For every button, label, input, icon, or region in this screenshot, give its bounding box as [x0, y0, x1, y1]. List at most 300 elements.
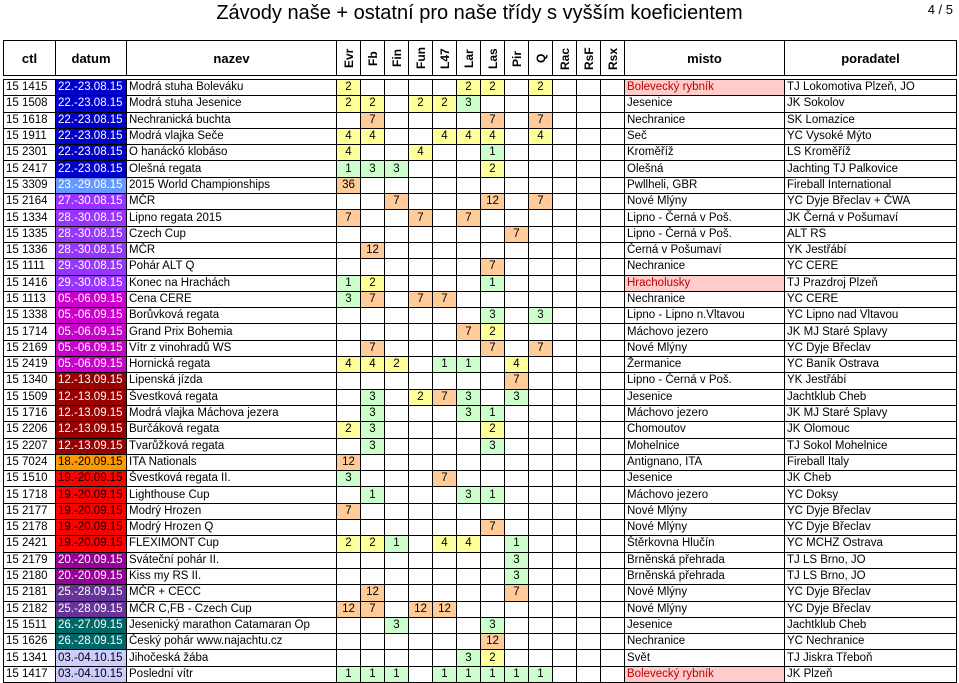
cell-misto: Nechranice — [625, 291, 785, 307]
cell-lar — [457, 226, 481, 242]
cell-poradatel: JK MJ Staré Splavy — [785, 324, 957, 340]
cell-ctl: 15 1341 — [4, 650, 56, 666]
cell-evr: 4 — [337, 357, 361, 373]
cell-ctl: 15 1618 — [4, 112, 56, 128]
cell-rsf — [577, 471, 601, 487]
cell-l47 — [433, 177, 457, 193]
cell-misto: Jesenice — [625, 389, 785, 405]
cell-rsf — [577, 405, 601, 421]
cell-evr: 2 — [337, 96, 361, 112]
cell-rac — [553, 568, 577, 584]
cell-lar — [457, 634, 481, 650]
cell-l47 — [433, 438, 457, 454]
cell-datum: 19.-20.09.15 — [56, 520, 127, 536]
cell-nazev: Jihočeská žába — [127, 650, 337, 666]
cell-pir — [505, 80, 529, 96]
col-ctl: ctl — [4, 41, 56, 76]
cell-misto: Nové Mlýny — [625, 503, 785, 519]
cell-pir: 3 — [505, 389, 529, 405]
cell-nazev: Jesenický marathon Catamaran Op — [127, 617, 337, 633]
cell-rsf — [577, 503, 601, 519]
cell-fin: 7 — [385, 194, 409, 210]
cell-fun — [409, 177, 433, 193]
cell-pir — [505, 601, 529, 617]
cell-evr — [337, 520, 361, 536]
cell-pir — [505, 471, 529, 487]
cell-l47 — [433, 373, 457, 389]
cell-pir: 7 — [505, 373, 529, 389]
cell-fin — [385, 291, 409, 307]
table-row — [4, 617, 957, 633]
cell-rac — [553, 601, 577, 617]
cell-pir — [505, 145, 529, 161]
cell-pir — [505, 503, 529, 519]
cell-fun — [409, 520, 433, 536]
page-number: 4 / 5 — [927, 2, 953, 17]
cell-fin — [385, 585, 409, 601]
cell-nazev: Grand Prix Bohemia — [127, 324, 337, 340]
cell-fun — [409, 194, 433, 210]
cell-evr — [337, 242, 361, 258]
cell-misto: Jesenice — [625, 471, 785, 487]
cell-poradatel: ALT RS — [785, 226, 957, 242]
cell-rsx — [601, 242, 625, 258]
cell-evr: 2 — [337, 536, 361, 552]
cell-rsx — [601, 177, 625, 193]
cell-rac — [553, 340, 577, 356]
cell-pir — [505, 161, 529, 177]
cell-datum: 22.-23.08.15 — [56, 128, 127, 144]
cell-datum: 28.-30.08.15 — [56, 242, 127, 258]
cell-rac — [553, 454, 577, 470]
cell-rsx — [601, 112, 625, 128]
cell-nazev: MČR C,FB - Czech Cup — [127, 601, 337, 617]
cell-rac — [553, 259, 577, 275]
cell-evr — [337, 112, 361, 128]
cell-misto: Hracholusky — [625, 275, 785, 291]
cell-fun — [409, 405, 433, 421]
cell-pir — [505, 438, 529, 454]
table-row — [4, 373, 957, 389]
table-row — [4, 487, 957, 503]
cell-rsx — [601, 438, 625, 454]
cell-lar — [457, 503, 481, 519]
cell-fb — [361, 177, 385, 193]
cell-fun — [409, 128, 433, 144]
cell-misto: Máchovo jezero — [625, 405, 785, 421]
cell-datum: 05.-06.09.15 — [56, 291, 127, 307]
cell-l47: 4 — [433, 128, 457, 144]
cell-las — [481, 291, 505, 307]
cell-las — [481, 389, 505, 405]
cell-rac — [553, 128, 577, 144]
cell-fb: 12 — [361, 585, 385, 601]
cell-nazev: Konec na Hrachách — [127, 275, 337, 291]
cell-fb: 4 — [361, 357, 385, 373]
cell-l47: 2 — [433, 96, 457, 112]
cell-q — [529, 454, 553, 470]
cell-rac — [553, 194, 577, 210]
cell-l47 — [433, 242, 457, 258]
cell-fin — [385, 422, 409, 438]
col-las: Las — [481, 41, 505, 76]
cell-ctl: 15 2206 — [4, 422, 56, 438]
cell-l47 — [433, 422, 457, 438]
cell-pir — [505, 634, 529, 650]
cell-evr: 1 — [337, 666, 361, 682]
table-row — [4, 96, 957, 112]
cell-datum: 22.-23.08.15 — [56, 145, 127, 161]
cell-fb — [361, 308, 385, 324]
cell-fun — [409, 80, 433, 96]
cell-rsf — [577, 275, 601, 291]
cell-poradatel: TJ LS Brno, JO — [785, 552, 957, 568]
cell-q — [529, 503, 553, 519]
table-row — [4, 210, 957, 226]
cell-datum: 19.-20.09.15 — [56, 487, 127, 503]
cell-las — [481, 242, 505, 258]
cell-rac — [553, 210, 577, 226]
table-row — [4, 422, 957, 438]
cell-fb: 7 — [361, 340, 385, 356]
cell-misto: Máchovo jezero — [625, 487, 785, 503]
cell-fun — [409, 617, 433, 633]
cell-lar — [457, 471, 481, 487]
cell-evr — [337, 617, 361, 633]
cell-poradatel: YC Doksy — [785, 487, 957, 503]
cell-fb — [361, 324, 385, 340]
cell-nazev: Modrá vlajka Máchova jezera — [127, 405, 337, 421]
cell-misto: Olešná — [625, 161, 785, 177]
cell-ctl: 15 2180 — [4, 568, 56, 584]
cell-pir — [505, 177, 529, 193]
cell-poradatel: JK Plzeň — [785, 666, 957, 682]
cell-las — [481, 503, 505, 519]
cell-rsf — [577, 161, 601, 177]
cell-fb: 3 — [361, 161, 385, 177]
cell-misto: Nové Mlýny — [625, 585, 785, 601]
cell-las — [481, 373, 505, 389]
cell-rsx — [601, 617, 625, 633]
cell-rsf — [577, 226, 601, 242]
cell-pir: 3 — [505, 552, 529, 568]
cell-fun — [409, 634, 433, 650]
table-row — [4, 242, 957, 258]
cell-lar: 7 — [457, 324, 481, 340]
cell-lar — [457, 291, 481, 307]
cell-evr — [337, 552, 361, 568]
cell-rsf — [577, 487, 601, 503]
cell-rac — [553, 585, 577, 601]
cell-l47 — [433, 112, 457, 128]
cell-fin — [385, 226, 409, 242]
cell-ctl: 15 1714 — [4, 324, 56, 340]
cell-ctl: 15 2417 — [4, 161, 56, 177]
cell-rac — [553, 291, 577, 307]
cell-evr: 1 — [337, 161, 361, 177]
cell-fb — [361, 194, 385, 210]
cell-pir — [505, 259, 529, 275]
cell-q: 7 — [529, 194, 553, 210]
cell-ctl: 15 1336 — [4, 242, 56, 258]
cell-poradatel: JK Olomouc — [785, 422, 957, 438]
cell-misto: Antignano, ITA — [625, 454, 785, 470]
col-misto: misto — [625, 41, 785, 76]
cell-fun: 7 — [409, 291, 433, 307]
cell-misto: Jesenice — [625, 617, 785, 633]
cell-fb: 1 — [361, 666, 385, 682]
cell-misto: Černá v Pošumaví — [625, 242, 785, 258]
cell-ctl: 15 3309 — [4, 177, 56, 193]
page-title: Závody naše + ostatní pro naše třídy s vyšším koeficientem — [216, 2, 743, 24]
cell-fb — [361, 520, 385, 536]
cell-ctl: 15 2181 — [4, 585, 56, 601]
cell-misto: Nové Mlýny — [625, 340, 785, 356]
cell-lar — [457, 520, 481, 536]
cell-nazev: Nechranická buchta — [127, 112, 337, 128]
col-pir: Pir — [505, 41, 529, 76]
cell-las — [481, 226, 505, 242]
cell-nazev: Modrý Hrozen Q — [127, 520, 337, 536]
cell-evr — [337, 487, 361, 503]
cell-l47: 7 — [433, 389, 457, 405]
cell-las — [481, 471, 505, 487]
cell-pir — [505, 324, 529, 340]
cell-misto: Bolevecký rybník — [625, 666, 785, 682]
schedule-table — [3, 40, 957, 683]
table-row — [4, 568, 957, 584]
cell-nazev: MČR + CECC — [127, 585, 337, 601]
cell-rsf — [577, 128, 601, 144]
cell-q — [529, 438, 553, 454]
cell-poradatel: JK MJ Staré Splavy — [785, 405, 957, 421]
cell-pir: 4 — [505, 357, 529, 373]
cell-rsf — [577, 634, 601, 650]
cell-las — [481, 177, 505, 193]
cell-rsf — [577, 389, 601, 405]
cell-pir — [505, 275, 529, 291]
cell-fin — [385, 503, 409, 519]
cell-rsx — [601, 259, 625, 275]
cell-evr: 2 — [337, 422, 361, 438]
cell-l47 — [433, 308, 457, 324]
cell-datum: 27.-30.08.15 — [56, 194, 127, 210]
cell-fin — [385, 568, 409, 584]
cell-las — [481, 454, 505, 470]
cell-l47 — [433, 194, 457, 210]
cell-poradatel: YC Baník Ostrava — [785, 357, 957, 373]
cell-rac — [553, 242, 577, 258]
schedule-body — [4, 80, 957, 683]
cell-evr: 3 — [337, 471, 361, 487]
cell-rsx — [601, 357, 625, 373]
cell-nazev: ITA Nationals — [127, 454, 337, 470]
cell-lar — [457, 617, 481, 633]
cell-fin: 1 — [385, 536, 409, 552]
cell-ctl: 15 1626 — [4, 634, 56, 650]
cell-misto: Štěrkovna Hlučín — [625, 536, 785, 552]
cell-poradatel: YC CERE — [785, 291, 957, 307]
cell-l47 — [433, 552, 457, 568]
cell-l47: 7 — [433, 471, 457, 487]
cell-q — [529, 520, 553, 536]
cell-rac — [553, 177, 577, 193]
cell-ctl: 15 2178 — [4, 520, 56, 536]
cell-fin — [385, 112, 409, 128]
cell-lar: 3 — [457, 650, 481, 666]
cell-rac — [553, 80, 577, 96]
cell-fun: 12 — [409, 601, 433, 617]
cell-las: 7 — [481, 259, 505, 275]
cell-evr — [337, 226, 361, 242]
cell-fb: 3 — [361, 438, 385, 454]
cell-rsx — [601, 405, 625, 421]
cell-rsf — [577, 210, 601, 226]
cell-q — [529, 373, 553, 389]
cell-fun: 4 — [409, 145, 433, 161]
cell-q — [529, 324, 553, 340]
cell-evr — [337, 634, 361, 650]
cell-q — [529, 226, 553, 242]
cell-fin — [385, 96, 409, 112]
cell-datum: 12.-13.09.15 — [56, 389, 127, 405]
cell-lar — [457, 373, 481, 389]
cell-lar: 3 — [457, 487, 481, 503]
cell-q: 3 — [529, 308, 553, 324]
cell-q — [529, 487, 553, 503]
cell-l47 — [433, 324, 457, 340]
cell-lar: 3 — [457, 405, 481, 421]
cell-q: 2 — [529, 80, 553, 96]
cell-evr: 4 — [337, 128, 361, 144]
cell-fin: 3 — [385, 161, 409, 177]
cell-fb — [361, 471, 385, 487]
cell-datum: 28.-30.08.15 — [56, 226, 127, 242]
cell-rsx — [601, 80, 625, 96]
cell-las: 12 — [481, 194, 505, 210]
cell-rsx — [601, 487, 625, 503]
cell-nazev: Burčáková regata — [127, 422, 337, 438]
col-poradatel: poradatel — [785, 41, 957, 76]
table-row — [4, 405, 957, 421]
cell-fb — [361, 210, 385, 226]
table-row — [4, 112, 957, 128]
cell-nazev: Švestková regata — [127, 389, 337, 405]
cell-datum: 22.-23.08.15 — [56, 161, 127, 177]
cell-q — [529, 568, 553, 584]
cell-nazev: Český pohár www.najachtu.cz — [127, 634, 337, 650]
cell-fun — [409, 161, 433, 177]
cell-misto: Lipno - Černá v Poš. — [625, 226, 785, 242]
cell-misto: Chomoutov — [625, 422, 785, 438]
cell-lar — [457, 275, 481, 291]
cell-poradatel: TJ Lokomotiva Plzeň, JO — [785, 80, 957, 96]
cell-ctl: 15 1511 — [4, 617, 56, 633]
cell-q — [529, 389, 553, 405]
cell-fun — [409, 226, 433, 242]
cell-fin — [385, 210, 409, 226]
table-row — [4, 552, 957, 568]
cell-fin — [385, 259, 409, 275]
cell-lar: 1 — [457, 357, 481, 373]
cell-rsx — [601, 503, 625, 519]
cell-pir — [505, 405, 529, 421]
cell-las: 2 — [481, 161, 505, 177]
table-row — [4, 308, 957, 324]
cell-poradatel: YC Dyje Břeclav + ČWA — [785, 194, 957, 210]
cell-l47 — [433, 259, 457, 275]
table-row — [4, 275, 957, 291]
cell-fb — [361, 259, 385, 275]
cell-fun — [409, 357, 433, 373]
cell-fin: 1 — [385, 666, 409, 682]
table-row — [4, 601, 957, 617]
cell-lar: 3 — [457, 389, 481, 405]
cell-fb: 2 — [361, 275, 385, 291]
cell-evr: 12 — [337, 454, 361, 470]
cell-evr — [337, 340, 361, 356]
cell-poradatel: YK Jestřábí — [785, 373, 957, 389]
table-row — [4, 634, 957, 650]
cell-pir — [505, 242, 529, 258]
cell-pir: 1 — [505, 666, 529, 682]
cell-ctl: 15 1334 — [4, 210, 56, 226]
cell-l47 — [433, 617, 457, 633]
cell-rsf — [577, 438, 601, 454]
cell-rsx — [601, 568, 625, 584]
cell-nazev: Modrá vlajka Seče — [127, 128, 337, 144]
cell-evr — [337, 438, 361, 454]
cell-nazev: Czech Cup — [127, 226, 337, 242]
cell-nazev: Pohár ALT Q — [127, 259, 337, 275]
cell-lar: 1 — [457, 666, 481, 682]
cell-datum: 22.-23.08.15 — [56, 96, 127, 112]
cell-fb — [361, 617, 385, 633]
table-row — [4, 340, 957, 356]
cell-las: 4 — [481, 128, 505, 144]
cell-evr: 36 — [337, 177, 361, 193]
cell-q — [529, 210, 553, 226]
cell-datum: 03.-04.10.15 — [56, 650, 127, 666]
cell-lar — [457, 585, 481, 601]
table-row — [4, 471, 957, 487]
cell-rac — [553, 422, 577, 438]
cell-pir — [505, 340, 529, 356]
cell-l47 — [433, 487, 457, 503]
cell-rsf — [577, 666, 601, 682]
cell-lar — [457, 194, 481, 210]
cell-fb — [361, 80, 385, 96]
cell-fun: 2 — [409, 96, 433, 112]
cell-ctl: 15 2421 — [4, 536, 56, 552]
cell-nazev: MČR — [127, 242, 337, 258]
cell-rsf — [577, 112, 601, 128]
cell-fin — [385, 552, 409, 568]
cell-pir: 7 — [505, 226, 529, 242]
cell-las: 7 — [481, 520, 505, 536]
cell-rsx — [601, 161, 625, 177]
cell-las: 2 — [481, 324, 505, 340]
cell-rsx — [601, 601, 625, 617]
cell-fin — [385, 405, 409, 421]
cell-fun — [409, 373, 433, 389]
cell-lar — [457, 242, 481, 258]
cell-l47 — [433, 454, 457, 470]
cell-ctl: 15 1416 — [4, 275, 56, 291]
cell-evr: 12 — [337, 601, 361, 617]
cell-rac — [553, 536, 577, 552]
cell-fun: 7 — [409, 210, 433, 226]
